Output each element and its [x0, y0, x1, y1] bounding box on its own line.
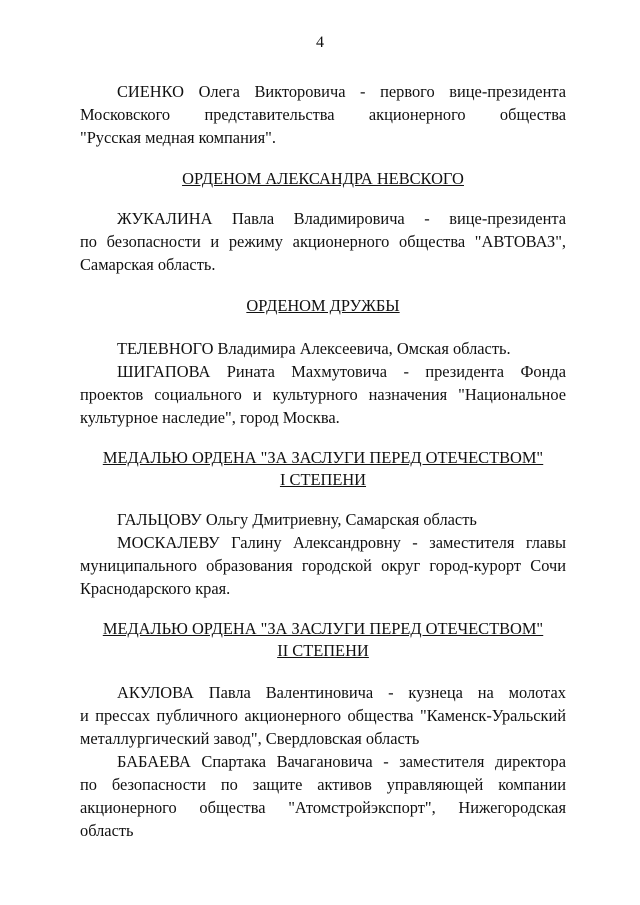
award-entry-sienko [80, 80, 566, 149]
section-heading-friendship [80, 295, 566, 317]
section-heading-nevsky [80, 168, 566, 190]
section-heading-medal-2 [80, 618, 566, 662]
text-line: по безопасности по защите активов управляющей компании [80, 775, 566, 794]
award-entry-zhukalin [80, 207, 566, 276]
award-entry-televnoy [80, 337, 566, 360]
text-line: СИЕНКО Олега Викторовича - первого вице-президента [117, 82, 566, 101]
text-line: металлургический завод", Свердловская область [80, 729, 420, 748]
heading-line: ОРДЕНОМ АЛЕКСАНДРА НЕВСКОГО [182, 169, 464, 188]
text-line: культурное наследие", город Москва. [80, 408, 340, 427]
award-entry-babaev [80, 750, 566, 842]
text-line: Самарская область. [80, 255, 216, 274]
text-line: и прессах публичного акционерного общества "Каменск-Уральский [80, 706, 566, 725]
heading-line: II СТЕПЕНИ [277, 641, 369, 660]
heading-line: I СТЕПЕНИ [279, 470, 367, 489]
award-entry-moskaleva [80, 531, 566, 600]
text-line: Московского представительства акционерного общества [80, 105, 566, 124]
text-line: МОСКАЛЕВУ Галину Александровну - заместителя главы [117, 533, 566, 552]
text-line: "Русская медная компания". [80, 128, 276, 147]
text-line: БАБАЕВА Спартака Вачагановича - заместителя директора [117, 752, 566, 771]
text-line: проектов социального и культурного назначения "Национальное [80, 385, 566, 404]
text-line: акционерного общества "Атомстройэкспорт", Нижегородская область [80, 798, 566, 840]
award-entry-shigapov [80, 360, 566, 429]
text-line: по безопасности и режиму акционерного общества "АВТОВАЗ", [80, 232, 566, 251]
heading-line: ОРДЕНОМ ДРУЖБЫ [246, 296, 400, 315]
text-line: АКУЛОВА Павла Валентиновича - кузнеца на молотах [117, 683, 566, 702]
text-line: ЖУКАЛИНА Павла Владимировича - вице-президента [117, 209, 566, 228]
heading-line: МЕДАЛЬЮ ОРДЕНА "ЗА ЗАСЛУГИ ПЕРЕД ОТЕЧЕСТВОМ" [102, 619, 544, 638]
text-line: Краснодарского края. [80, 579, 231, 598]
page-number: 4 [316, 34, 324, 51]
award-entry-galtsova [80, 508, 566, 531]
text-line: ГАЛЬЦОВУ Ольгу Дмитриевну, Самарская область [117, 510, 477, 529]
heading-line: МЕДАЛЬЮ ОРДЕНА "ЗА ЗАСЛУГИ ПЕРЕД ОТЕЧЕСТВОМ" [102, 448, 544, 467]
award-entry-akulov [80, 681, 566, 750]
text-line: муниципального образования городской округ город-курорт Сочи [80, 556, 566, 575]
section-heading-medal-1 [80, 447, 566, 491]
text-line: ТЕЛЕВНОГО Владимира Алексеевича, Омская область. [117, 339, 511, 358]
text-line: ШИГАПОВА Рината Махмутовича - президента Фонда [117, 362, 566, 381]
